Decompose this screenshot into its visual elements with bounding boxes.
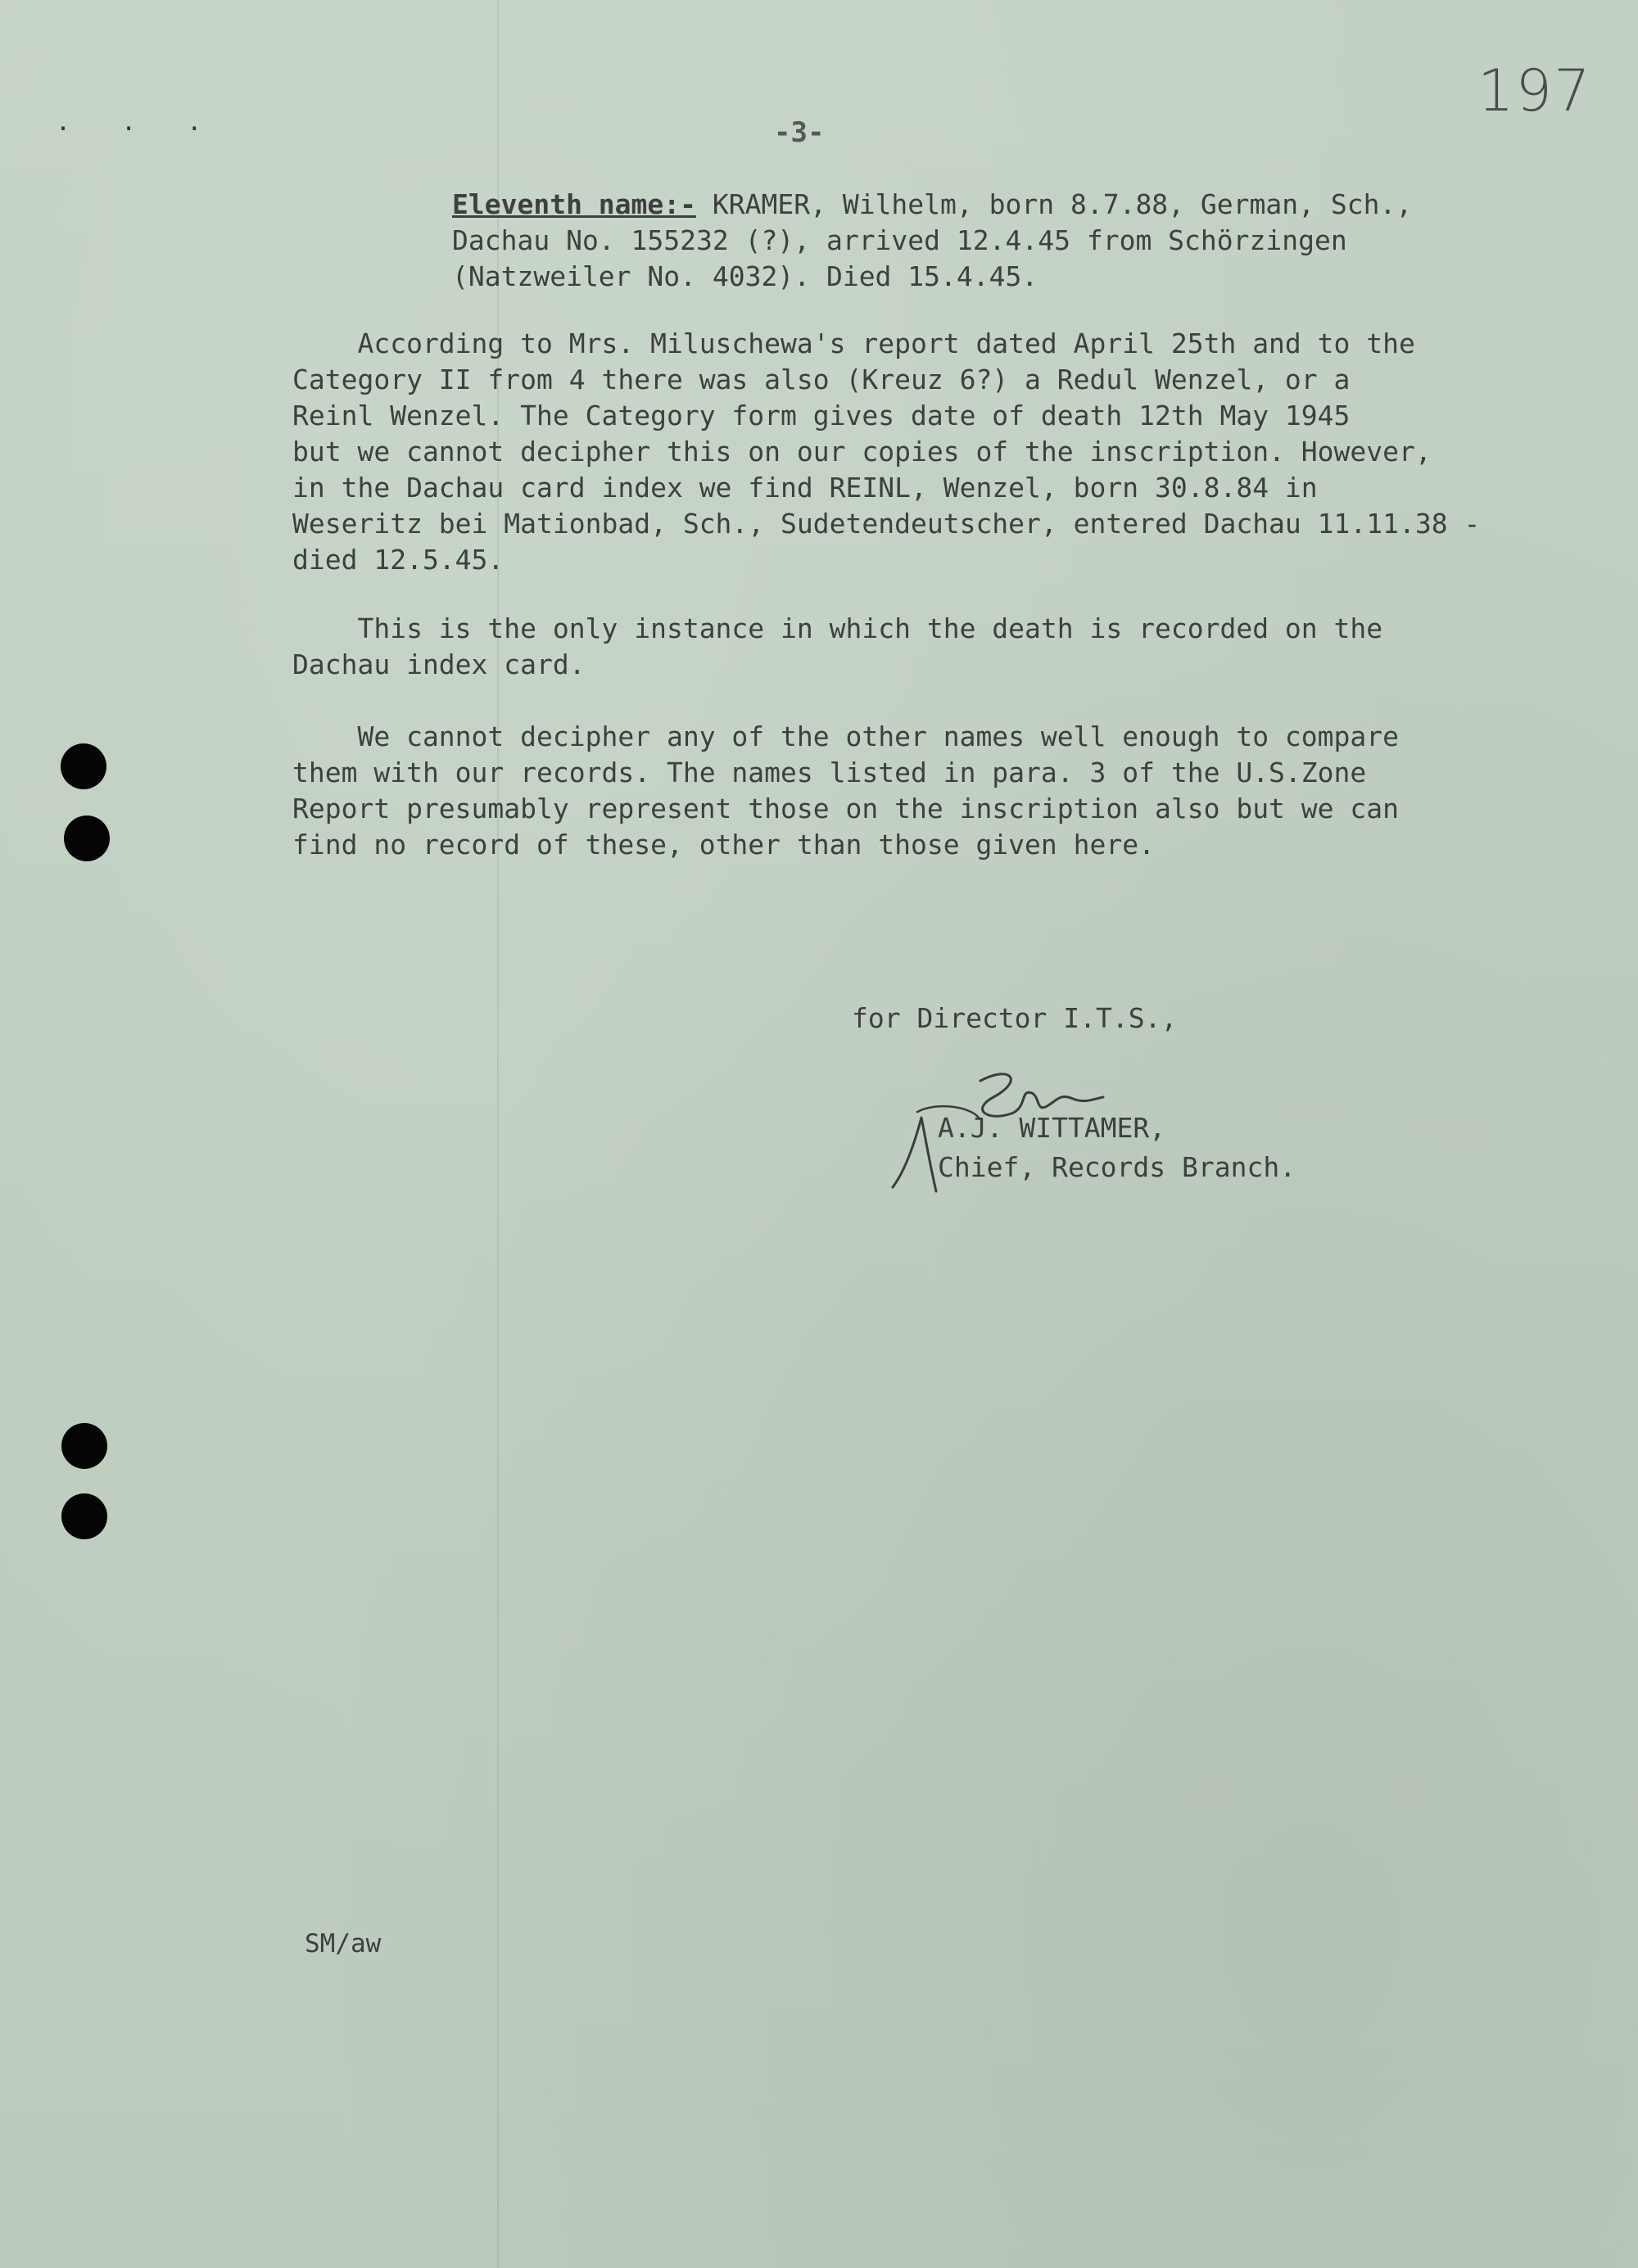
paragraph-miluschewa-report: According to Mrs. Miluschewa's report dated April 25th and to the Category II from 4 there was also (Kreuz 6?) a Redul Wenzel, or a Reinl Wenzel. The Category form gives date of death 12th May 1945 but we cannot decipher this on our copies of the inscription. However, in the Dachau card index we find REINL, Wenzel, born 30.8.84 in Weseritz bei Mationbad, Sch., Sudetendeutscher, entered Dachau 11.11.38 - died 12.5.45.: [292, 328, 1481, 576]
punch-hole: [61, 1423, 107, 1469]
page-number: -3-: [774, 116, 825, 149]
paragraph-only-instance: This is the only instance in which the death is recorded on the Dachau index card.: [292, 612, 1383, 680]
closing-line: for Director I.T.S.,: [852, 1002, 1178, 1034]
paragraph-eleventh-name: [452, 187, 1412, 295]
archive-number: 197: [1477, 57, 1592, 124]
paragraph-lead: Eleventh name:-: [452, 188, 697, 220]
signatory-name: A.J. WITTAMER,: [938, 1112, 1166, 1144]
punch-hole: [61, 743, 106, 789]
paragraph-body: KRAMER, Wilhelm, born 8.7.88, German, Sch., Dachau No. 155232 (?), arrived 12.4.45 from Schörzingen (Natzweiler No. 4032). Died 15.4.45.: [452, 188, 1413, 292]
paragraph-other-names: We cannot decipher any of the other names well enough to compare them with our records. The names listed in para. 3 of the U.S.Zone Report presumably represent those on the inscription also but we can find no record of these, other than those given here.: [292, 721, 1400, 861]
punch-hole: [64, 815, 110, 861]
margin-dots: . . .: [56, 108, 220, 137]
punch-hole: [61, 1493, 107, 1539]
typist-initials: SM/aw: [305, 1929, 382, 1959]
signature-block: [938, 1109, 1296, 1187]
signatory-title: Chief, Records Branch.: [938, 1151, 1296, 1183]
